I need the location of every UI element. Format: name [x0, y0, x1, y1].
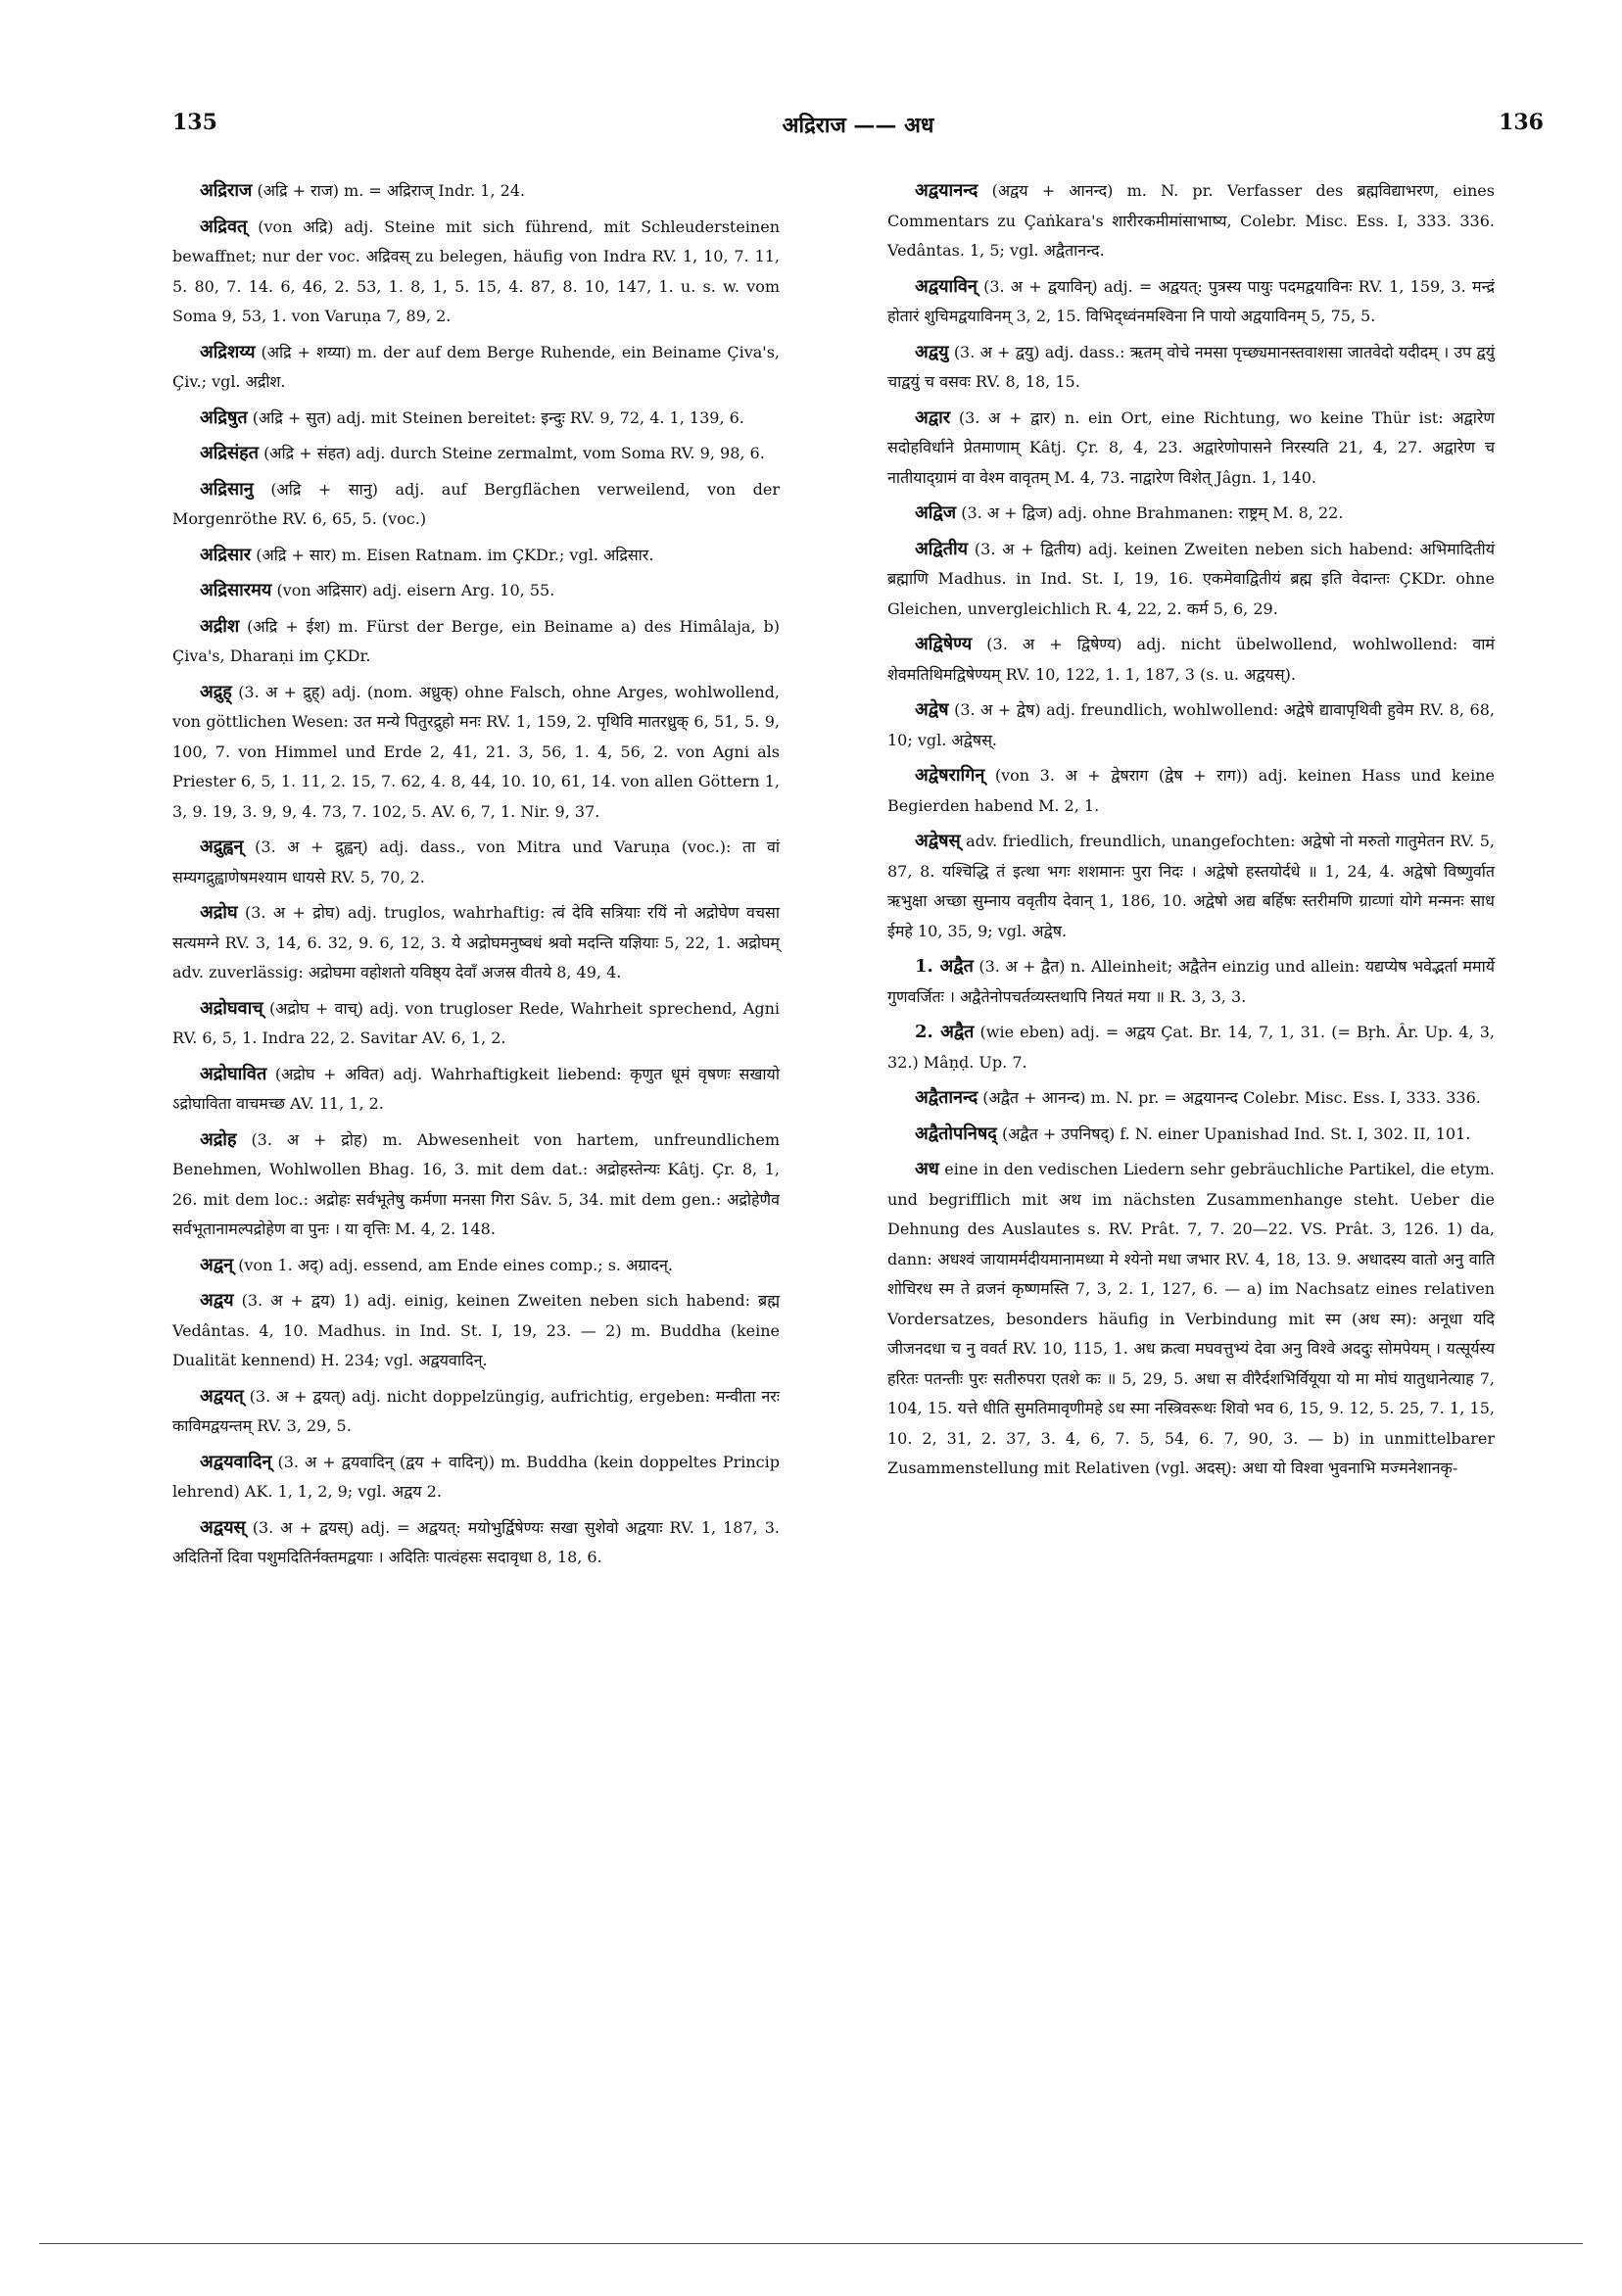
dictionary-entry	[887, 1155, 1495, 1484]
entry-text: (3. अ + द्विषेण्य) adj. nicht übelwollend, wohlwollend: वामं शेवमतिथिमद्विषेण्यम् RV. 10, 122, 1. 1, 187, 3 (s. u. अद्वयस्).	[887, 635, 1496, 684]
entry-headword: अद्रिसानु	[200, 478, 254, 500]
entry-text: (3. अ + द्रुह्) adj. (nom. अध्रुक्) ohne Falsch, ohne Arges, wohlwollend, von göttlichen Wesen: उत मन्ये पितुरद्रुहो मनः RV. 1, 159, 2. पृथिवि मातरध्रुक् 6, 51, 5. 9, 100, 7. von Himmel und Erde 2, 41, 21. 3, 56, 1. 4, 56, 2. von Agni als Priester 6, 5, 1. 11, 2. 15, 7. 62, 4. 8, 44, 10. 10, 61, 14. von allen Göttern 1, 3, 9. 19, 3. 9, 9, 4. 73, 7. 102, 5. AV. 6, 7, 1. Nir. 9, 37.	[172, 682, 780, 821]
entry-text: (wie eben) adj. = अद्वय Çat. Br. 14, 7, 1, 31. (= Bṛh. Âr. Up. 4, 3, 32.) Mâṇḍ. Up. 7.	[887, 1023, 1495, 1072]
dictionary-entry	[172, 994, 780, 1054]
dictionary-entry	[172, 475, 780, 535]
entry-text: adv. friedlich, freundlich, unangefochten: अद्वेषो नो मरुतो गातुमेतन RV. 5, 87, 8. यश्चिद्धि तं इत्था भगः शशमानः पुरा निदः । अद्वेषो हस्तयोर्दधे ॥ 1, 24, 4. अद्वेषो विष्णुर्वात ऋभुक्षा अच्छा सुम्नाय ववृतीय देवान् 1, 186, 10. अद्वेषो अद्य बर्हिषः स्तरीमणि ग्राव्णां योगे मन्मनः साध ईमहे 10, 35, 9; vgl. अद्वेष.	[887, 832, 1495, 940]
dictionary-entry	[172, 612, 780, 672]
dictionary-entry	[172, 1060, 780, 1120]
entry-text: (3. अ + द्वयाविन्) adj. = अद्वयत्: पुत्रस्य पायुः पदमद्वयाविनः RV. 1, 159, 3. मन्द्रं होतारं शुचिमद्वयाविनम् 3, 2, 15. विभिद्ध्वंनमश्विना नि पायो अद्वयाविनम् 5, 75, 5.	[887, 276, 1495, 325]
dictionary-entry	[172, 404, 780, 434]
dictionary-entry	[887, 1120, 1495, 1150]
dictionary-entry	[172, 1251, 780, 1281]
dictionary-entry	[172, 833, 780, 892]
entry-headword: 2. अद्वैत	[915, 1022, 975, 1042]
entry-text: (अद्रोघ + वाच्) adj. von trugloser Rede, Wahrheit sprechend, Agni RV. 6, 5, 1. Indra 22, 2. Savitar AV. 6, 1, 2.	[172, 998, 780, 1047]
dictionary-entry	[172, 338, 780, 398]
dictionary-entry	[887, 535, 1495, 625]
right-page-number: 136	[1499, 110, 1544, 135]
entry-text: eine in den vedischen Liedern sehr gebräuchliche Partikel, die etym. und begrifflich mit अथ im nächsten Zusammenhange steht. Ueber die Dehnung des Auslautes s. RV. Prât. 7, 7. 20—22. VS. Prât. 3, 126. 1) da, dann: अधश्वं जायामर्मदीयमानामध्या मे श्येनो मधा जभार RV. 4, 18, 13. 9. अधादस्य वातो अनु वाति शोचिरध स्म ते व्रजनं कृष्णमस्ति 7, 3, 2. 1, 127, 6. — a) im Nachsatz eines relativen Vordersatzes, besonders häufig in Verbindung mit स्म (अध स्म): अनूधा यदि जीजनदधा च नु ववर्त RV. 10, 115, 1. अध क्रत्वा मघवत्तुभ्यं देवा अनु विश्वे अददुः सोमपेयम् । यत्सूर्यस्य हरितः पतन्तीः पुरः सतीरुपरा एतशे कः ॥ 5, 29, 5. अधा स वीरैर्दशभिर्वियूया यो मा मोघं यातुधानेत्याह 7, 104, 15. यत्ते धीति सुमतिमावृणीमहे ऽध स्मा नस्त्रिवरूथः शिवो भव 6, 15, 9. 12, 5. 25, 7. 1, 15, 10. 2, 31, 2. 37, 3. 4, 6, 7. 5, 54, 6. 7, 90, 3. — b) in unmittelbarer Zusammenstellung mit Relativen (vgl. अदस्): अधा यो विश्वा भुवनाभि मज्मनेशानकृ-	[887, 1160, 1495, 1477]
entry-headword: अद्रिशय्य	[200, 341, 256, 362]
entry-text: (अद्रि + शय्या) m. der auf dem Berge Ruhende, ein Beiname Çiva's, Çiv.; vgl. अद्रीश.	[172, 342, 780, 391]
entry-headword: अद्वयत्	[200, 1385, 244, 1407]
entry-headword: अद्वितीय	[915, 538, 969, 559]
entry-headword: अद्रिसंहत	[200, 443, 259, 463]
entry-text: (von 3. अ + द्वेषराग (द्वेष + राग)) adj. keinen Hass und keine Begierden habend M. 2, 1.	[887, 766, 1496, 815]
entry-headword: 1. अद्वैत	[915, 956, 974, 977]
entry-headword: अद्रोह	[200, 1128, 237, 1150]
entry-headword: अद्वैतानन्द	[915, 1087, 978, 1108]
entry-headword: अद्रोघ	[200, 902, 238, 923]
dictionary-entry	[172, 1286, 780, 1376]
dictionary-entry	[887, 404, 1495, 494]
entry-text: (अद्रि + संहत) adj. durch Steine zermalmt, vom Soma RV. 9, 98, 6.	[263, 444, 765, 462]
entry-headword: अद्वयु	[915, 341, 949, 362]
entry-headword: अद्रीश	[200, 615, 240, 637]
entry-headword: अद्रिसारमय	[200, 580, 272, 600]
entry-text: (3. अ + द्विज) adj. ohne Brahmanen: राष्ट्रम् M. 8, 22.	[961, 503, 1344, 522]
dictionary-entry	[887, 499, 1495, 529]
entry-text: (अद्वय + आनन्द) m. N. pr. Verfasser des ब्रह्मविद्याभरण, eines Commentars zu Çaṅkara's शारीरकमीमांसाभाष्य, Colebr. Misc. Ess. I, 333. 336. Vedântas. 1, 5; vgl. अद्वैतानन्द.	[887, 181, 1495, 260]
entry-text: (3. अ + द्वार) n. ein Ort, eine Richtung, wo keine Thür ist: अद्वारेण सदोहविर्धाने प्रेतमाणाम् Kâtj. Çr. 8, 4, 23. अद्वारेणोपासने निरस्यति 21, 4, 27. अद्वारेण च नातीयाद्ग्रामं वा वेश्म वावृतम् M. 4, 73. नाद्वारेण विशेत् Jâgn. 1, 140.	[887, 407, 1495, 487]
entry-headword: अद्रोघावित	[200, 1063, 267, 1084]
entry-text: (3. अ + द्रोह) m. Abwesenheit von hartem, unfreundlichem Benehmen, Wohlwollen Bhag. 16, 3. mit dem dat.: अद्रोहस्तेन्यः Kâtj. Çr. 8, 1, 26. mit dem loc.: अद्रोहः सर्वभूतेषु कर्मणा मनसा गिरा Sâv. 5, 34. mit dem gen.: अद्रोहेणैव सर्वभूतानामल्पद्रोहेण वा पुनः । या वृत्तिः M. 4, 2. 148.	[172, 1129, 780, 1238]
entry-text: (von अद्रि) adj. Steine mit sich führend, mit Schleudersteinen bewaffnet; nur der voc. अद्रिवस् zu belegen, häufig von Indra RV. 1, 10, 7. 11, 5. 80, 7. 14. 6, 46, 2. 53, 1. 8, 1, 5. 15, 4. 87, 8. 10, 147, 1. u. s. w. vom Soma 9, 53, 1. von Varuṇa 7, 89, 2.	[172, 216, 781, 325]
entry-text: (3. अ + द्वितीय) adj. keinen Zweiten neben sich habend: अभिमादितीयं ब्रह्माणि Madhus. in Ind. St. I, 19, 16. एकमेवाद्वितीयं ब्रह्म इति वेदान्तः ÇKDr. ohne Gleichen, unvergleichlich R. 4, 22, 2. कर्म 5, 6, 29.	[887, 539, 1495, 618]
entry-headword: अद्रिवत्	[200, 215, 248, 237]
entry-headword: अद्रोघवाच्	[200, 997, 263, 1019]
dictionary-entry	[172, 541, 780, 571]
entry-headword: अद्वेषरागिन्	[915, 765, 985, 786]
entry-headword: अद्रिराज	[200, 180, 253, 201]
entry-headword: अद्वेष	[915, 699, 949, 720]
entry-text: (3. अ + द्वयस्) adj. = अद्वयत्: मयोभुर्द्विषेण्यः सखा सुशेवो अद्वयाः RV. 1, 187, 3. अदितिर्नो दिवा पशुमदितिर्नक्तमद्वयाः । अदितिः पात्वंहसः सदावृधा 8, 18, 6.	[172, 1517, 780, 1566]
entry-text: (अद्रि + राज) m. = अद्रिराज् Indr. 1, 24.	[257, 181, 526, 200]
dictionary-entry	[172, 898, 780, 988]
entry-headword: अद्वयानन्द	[915, 180, 978, 201]
entry-headword: अध	[915, 1159, 939, 1179]
left-column	[172, 176, 780, 1579]
entry-headword: अद्रिसार	[200, 544, 252, 565]
bottom-rule	[39, 2243, 1583, 2244]
running-head: अद्रिराज —— अध	[782, 113, 934, 138]
entry-headword: अद्वय	[200, 1290, 234, 1311]
entry-headword: अद्रुह्वन्	[200, 837, 244, 857]
right-column	[887, 176, 1495, 1490]
entry-text: (अद्रि + सुत) adj. mit Steinen bereitet: इन्दुः RV. 9, 72, 4. 1, 139, 6.	[252, 407, 744, 427]
left-page-number: 135	[172, 110, 217, 135]
dictionary-entry	[887, 695, 1495, 755]
entry-text: (अद्वैत + उपनिषद्) f. N. einer Upanishad Ind. St. I, 302. II, 101.	[1001, 1124, 1471, 1143]
entry-text: (von 1. अद्) adj. essend, am Ende eines comp.; s. अग्रादन्.	[238, 1255, 673, 1274]
entry-headword: अद्विज	[915, 502, 957, 523]
entry-headword: अद्विषेण्य	[915, 634, 973, 654]
entry-text: (3. अ + द्वयत्) adj. nicht doppelzüngig, aufrichtig, ergeben: मन्वीता नरः काविमद्वयन्तम् RV. 3, 29, 5.	[172, 1386, 780, 1435]
entry-headword: अद्वार	[915, 407, 951, 428]
entry-text: (अद्रि + ईश) m. Fürst der Berge, ein Beiname a) des Himâlaja, b) Çiva's, Dharaṇi im ÇKDr.	[172, 616, 780, 665]
entry-headword: अद्वयाविन्	[915, 275, 978, 297]
entry-text: (अद्रि + सानु) adj. auf Bergflächen verweilend, von der Morgenröthe RV. 6, 65, 5. (voc.)	[172, 479, 780, 528]
entry-headword: अद्वेषस्	[915, 831, 961, 851]
dictionary-entry	[887, 952, 1495, 1012]
entry-text: (अद्वैत + आनन्द) m. N. pr. = अद्वयानन्द Colebr. Misc. Ess. I, 333. 336.	[982, 1088, 1481, 1107]
dictionary-entry	[887, 1018, 1495, 1077]
dictionary-entry	[172, 1448, 780, 1507]
entry-text: (3. अ + द्रोघ) adj. truglos, wahrhaftig: त्वं देवि सत्रियाः रयिं नो अद्रोघेण वचसा सत्यमग्ने RV. 3, 14, 6. 32, 9. 6, 12, 3. ये अद्रोघमनुष्वधं श्रवो मदन्ति यज्ञियाः 5, 22, 1. अद्रोघम् adv. zuverlässig: अद्रोघमा वहोशतो यविष्ठ्य देवाँ अजस्र वीतये 8, 49, 4.	[172, 903, 780, 981]
entry-text: (3. अ + द्वयु) adj. dass.: ऋतम् वोचे नमसा पृच्छ्यमानस्तवाशसा जातवेदो यदीदम् । उप द्वयुं चाद्वयुं च वसवः RV. 8, 18, 15.	[887, 342, 1496, 391]
dictionary-entry	[172, 176, 780, 207]
entry-headword: अद्वैतोपनिषद्	[915, 1123, 997, 1144]
entry-headword: अद्वन्	[200, 1254, 234, 1275]
dictionary-entry	[887, 272, 1495, 332]
page-header	[172, 110, 1544, 149]
dictionary-entry	[172, 213, 780, 332]
entry-headword: अद्वयस्	[200, 1516, 246, 1538]
dictionary-entry	[887, 761, 1495, 821]
dictionary-entry	[887, 827, 1495, 946]
dictionary-entry	[887, 338, 1495, 398]
dictionary-entry	[172, 576, 780, 606]
entry-headword: अद्रुह्	[200, 681, 232, 702]
entry-text: (3. अ + द्रुह्वन्) adj. dass., von Mitra und Varuṇa (voc.): ता वां सम्यगद्रुह्वाणेषमश्याम धायसे RV. 5, 70, 2.	[172, 837, 780, 886]
entry-text: (von अद्रिसार) adj. eisern Arg. 10, 55.	[276, 581, 555, 599]
dictionary-entry	[172, 678, 780, 828]
dictionary-entry	[172, 439, 780, 469]
dictionary-entry	[172, 1382, 780, 1442]
dictionary-entry	[172, 1513, 780, 1573]
dictionary-entry	[887, 176, 1495, 266]
entry-text: (3. अ + द्वैत) n. Alleinheit; अद्वैतेन einzig und allein: यद्यप्येष भवेद्भर्ता ममार्ये गुणवर्जितः । अद्वैतेनोपचर्तव्यस्तथापि नियतं मया ॥ R. 3, 3, 3.	[887, 957, 1495, 1006]
entry-text: (3. अ + द्वयवादिन् (द्वय + वादिन्)) m. Buddha (kein doppeltes Princip lehrend) AK. 1, 1, 2, 9; vgl. अद्वय 2.	[172, 1452, 780, 1501]
entry-text: (3. अ + द्वेष) adj. freundlich, wohlwollend: अद्वेषे द्यावापृथिवी हुवेम RV. 8, 68, 10; vgl. अद्वेषस्.	[887, 700, 1495, 749]
dictionary-entry	[887, 630, 1495, 690]
entry-headword: अद्रिषुत	[200, 407, 248, 428]
entry-headword: अद्वयवादिन्	[200, 1451, 272, 1472]
dictionary-entry	[887, 1083, 1495, 1114]
entry-text: (3. अ + द्वय) 1) adj. einig, keinen Zweiten neben sich habend: ब्रह्म Vedântas. 4, 10. Madhus. in Ind. St. I, 19, 23. — 2) m. Buddha (keine Dualität kennend) H. 234; vgl. अद्वयवादिन्.	[172, 1291, 781, 1369]
entry-text: (अद्रि + सार) m. Eisen Ratnam. im ÇKDr.; vgl. अद्रिसार.	[256, 545, 654, 564]
entry-text: (अद्रोघ + अवित) adj. Wahrhaftigkeit liebend: कृणुत धूमं वृषणः सखायो ऽद्रोघाविता वाचमच्छ AV. 11, 1, 2.	[172, 1064, 780, 1113]
dictionary-entry	[172, 1125, 780, 1245]
